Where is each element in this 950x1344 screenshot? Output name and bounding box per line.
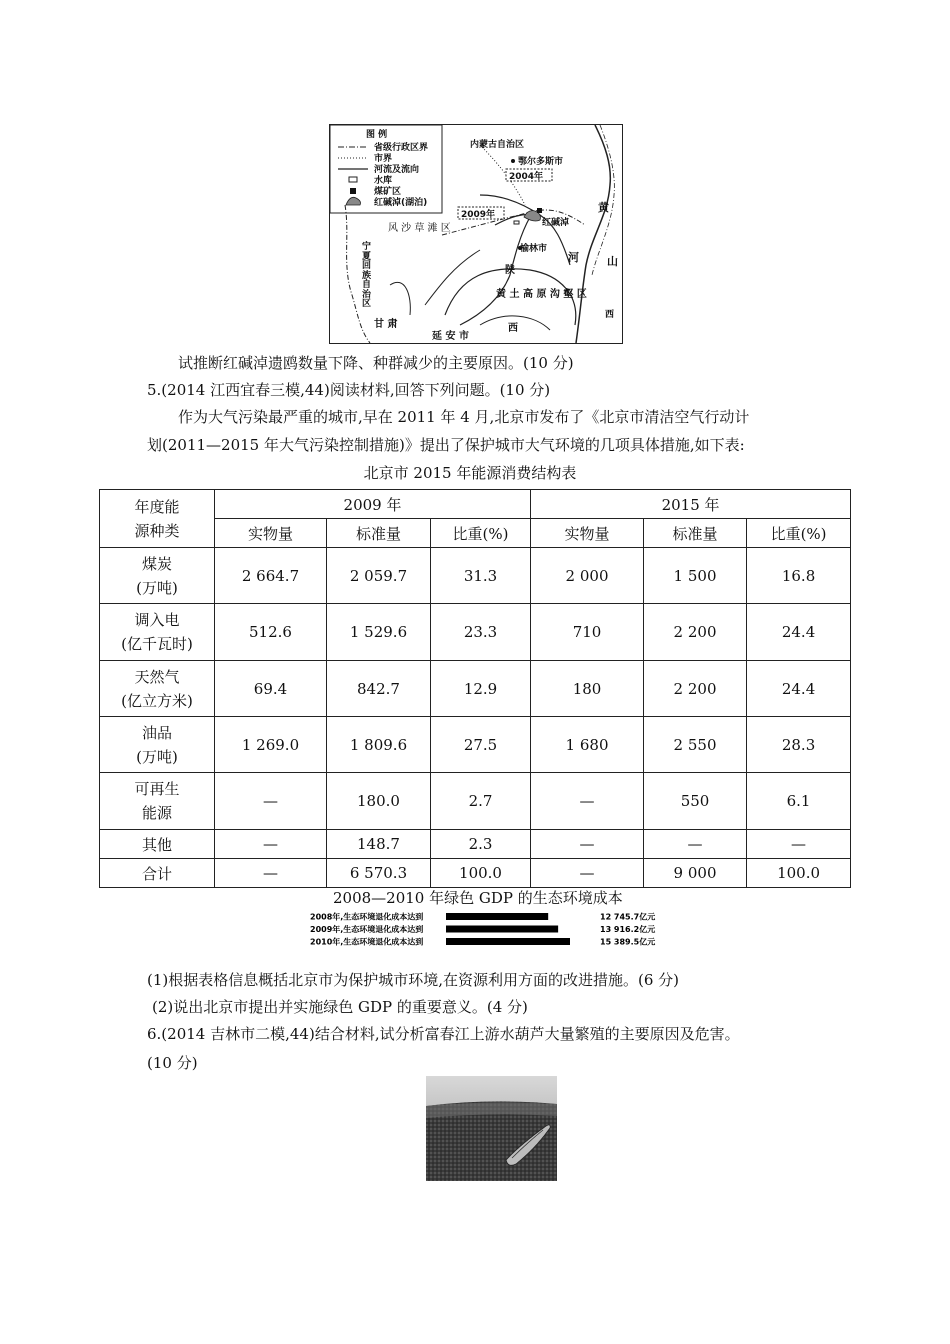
bar-category-label: 2008年,生态环境退化成本达到 [310,912,424,922]
row-name: 煤炭 [141,554,172,573]
table-row [100,859,851,888]
table-cell: 28.3 [747,717,851,773]
map-drawing [330,125,622,343]
ordos-dot [511,159,515,163]
label-xi-south: 西 [508,323,518,334]
row-name: 油品 [141,723,172,742]
legend-item-reservoir: 水库 [374,176,393,186]
label-yulin: 榆林市 [520,244,548,254]
table-cell: 148.7 [327,830,431,859]
coal-mine-mark [537,208,542,213]
label-loess: 黄 土 高 原 沟 壑 区 [496,289,587,300]
corner-line1: 年度能 [134,497,180,516]
region-map [329,124,623,344]
table-cell: — [531,773,644,830]
legend-item-province: 省级行政区界 [374,143,429,153]
table-cell: — [215,859,327,888]
table-cell: 100.0 [431,859,531,888]
label-shaan: 陕 [505,265,515,276]
table-cell: 2 200 [644,661,747,717]
table-row [100,773,851,830]
table-cell: 2 550 [644,717,747,773]
table-cell: — [747,830,851,859]
table-cell: 24.4 [747,604,851,661]
row-unit: (万吨) [136,578,178,597]
table-cell: 12.9 [431,661,531,717]
table-cell: 24.4 [747,661,851,717]
row-label-cell: 合计 [100,859,215,888]
label-wind-sand: 风 沙 草 滩 区 [388,223,451,234]
gdp-cost-bar-chart [308,910,658,962]
river-line-3 [460,217,530,325]
table-cell: 842.7 [327,661,431,717]
label-xi-east: 西 [605,310,615,320]
table-cell: 550 [644,773,747,830]
table-cell: 2 200 [644,604,747,661]
legend-item-lake: 红碱淖(湖泊) [374,198,428,208]
table-cell: — [531,859,644,888]
label-ningxia: 宁夏回族自治区 [362,242,372,309]
row-label-cell [100,661,215,717]
table-cell: 2 000 [531,548,644,604]
river-line-1 [480,195,570,265]
bar-value-label: 15 389.5亿元 [600,937,656,947]
row-label-cell [100,773,215,830]
table-cell: — [215,773,327,830]
table-row [100,830,851,859]
boat-photo-drawing [426,1076,557,1181]
label-gansu: 甘 肃 [374,319,398,330]
subheader-cell: 比重(%) [431,519,531,548]
year-2009-header: 2009 年 [215,490,531,519]
row-label-cell [100,604,215,661]
subheader-cell: 实物量 [215,519,327,548]
q6-question-line2: (10 分) [147,1054,198,1072]
q5-subquestion-1: (1)根据表格信息概括北京市为保护城市环境,在资源利用方面的改进措施。(6 分) [147,971,680,989]
label-shan: 山 [607,255,618,268]
table-cell: 2 059.7 [327,548,431,604]
legend-title: 图 例 [366,130,388,140]
subheader-cell: 实物量 [531,519,644,548]
legend-item-coal: 煤矿区 [374,187,402,197]
east-border-line [592,125,614,275]
bar-value-label: 12 745.7亿元 [600,912,656,922]
table-cell: 1 809.6 [327,717,431,773]
table-cell: 512.6 [215,604,327,661]
table-cell: 9 000 [644,859,747,888]
table-cell: 1 680 [531,717,644,773]
row-name: 可再生 [134,780,180,798]
table-cell: 710 [531,604,644,661]
label-yanan: 延 安 市 [432,331,469,342]
table-cell: 2.3 [431,830,531,859]
bar-value-label: 13 916.2亿元 [600,925,656,934]
label-2009: 2009年 [461,210,496,220]
table-cell: 16.8 [747,548,851,604]
table-cell: 23.3 [431,604,531,661]
coal-mine-icon [350,188,356,194]
bar-category-label: 2009年,生态环境退化成本达到 [310,925,424,934]
row-unit: (亿千瓦时) [121,635,193,653]
q5-paragraph-line2: 划(2011—2015 年大气污染控制措施)》提出了保护城市大气环境的几项具体措施,如下表: [147,436,745,454]
row-unit: 能源 [141,804,172,822]
chart-title: 2008—2010 年绿色 GDP 的生态环境成本 [333,889,623,907]
energy-consumption-table [99,489,851,888]
table-cell: 1 529.6 [327,604,431,661]
river-line-5 [425,250,480,305]
table-cell: 180 [531,661,644,717]
row-unit: (亿立方米) [121,691,193,710]
q5-subquestion-2: (2)说出北京市提出并实施绿色 GDP 的重要意义。(4 分) [152,998,528,1016]
label-ordos: 鄂尔多斯市 [518,157,564,167]
corner-line2: 源种类 [134,521,180,540]
table-cell: 100.0 [747,859,851,888]
legend-item-city: 市界 [374,154,393,164]
bar [446,938,570,945]
q5-paragraph-line1: 作为大气污染最严重的城市,早在 2011 年 4 月,北京市发布了《北京市清洁空气行动计 [178,408,750,426]
table-row [100,717,851,773]
row-label-cell [100,717,215,773]
reservoir-icon [349,177,357,182]
table-cell: 6 570.3 [327,859,431,888]
bar [446,926,558,933]
row-name: 天然气 [134,667,180,686]
year-2015-header: 2015 年 [531,490,851,519]
q6-question-line1: 6.(2014 吉林市二模,44)结合材料,试分析富春江上游水葫芦大量繁殖的主要原因及危害。 [147,1025,740,1043]
table-row [100,661,851,717]
table-cell: — [644,830,747,859]
table-cell: 6.1 [747,773,851,830]
table-cell: 2 664.7 [215,548,327,604]
label-hongjiannao: 红碱淖 [542,218,570,228]
row-label-cell: 其他 [100,830,215,859]
table-cell: 1 500 [644,548,747,604]
q4-question: 试推断红碱淖遗鸥数量下降、种群减少的主要原因。(10 分) [178,354,574,372]
table-cell: 1 269.0 [215,717,327,773]
table-cell: 180.0 [327,773,431,830]
subheader-cell: 标准量 [644,519,747,548]
row-label-cell [100,548,215,604]
row-name: 调入电 [134,611,180,629]
reservoir-mark [514,221,519,224]
q5-header: 5.(2014 江西宜春三模,44)阅读材料,回答下列问题。(10 分) [147,381,551,399]
label-inner-mongolia: 内蒙古自治区 [470,140,525,150]
water-hyacinth-photo [426,1076,557,1181]
legend-item-river: 河流及流向 [374,165,420,175]
table-cell: 2.7 [431,773,531,830]
table-cell: 27.5 [431,717,531,773]
table-title: 北京市 2015 年能源消费结构表 [363,464,577,482]
label-huang: 黄 [598,201,609,214]
table-cell: — [215,830,327,859]
label-2004: 2004年 [509,172,544,182]
table-cell: 69.4 [215,661,327,717]
subheader-cell: 比重(%) [747,519,851,548]
table-row [100,548,851,604]
table-cell: — [531,830,644,859]
label-he: 河 [568,251,579,264]
subheader-cell: 标准量 [327,519,431,548]
table-cell: 31.3 [431,548,531,604]
river-line-7 [390,282,410,315]
corner-header-cell [100,490,215,548]
bar-category-label: 2010年,生态环境退化成本达到 [310,937,424,947]
bar [446,913,548,920]
row-unit: (万吨) [136,747,178,766]
table-row [100,604,851,661]
